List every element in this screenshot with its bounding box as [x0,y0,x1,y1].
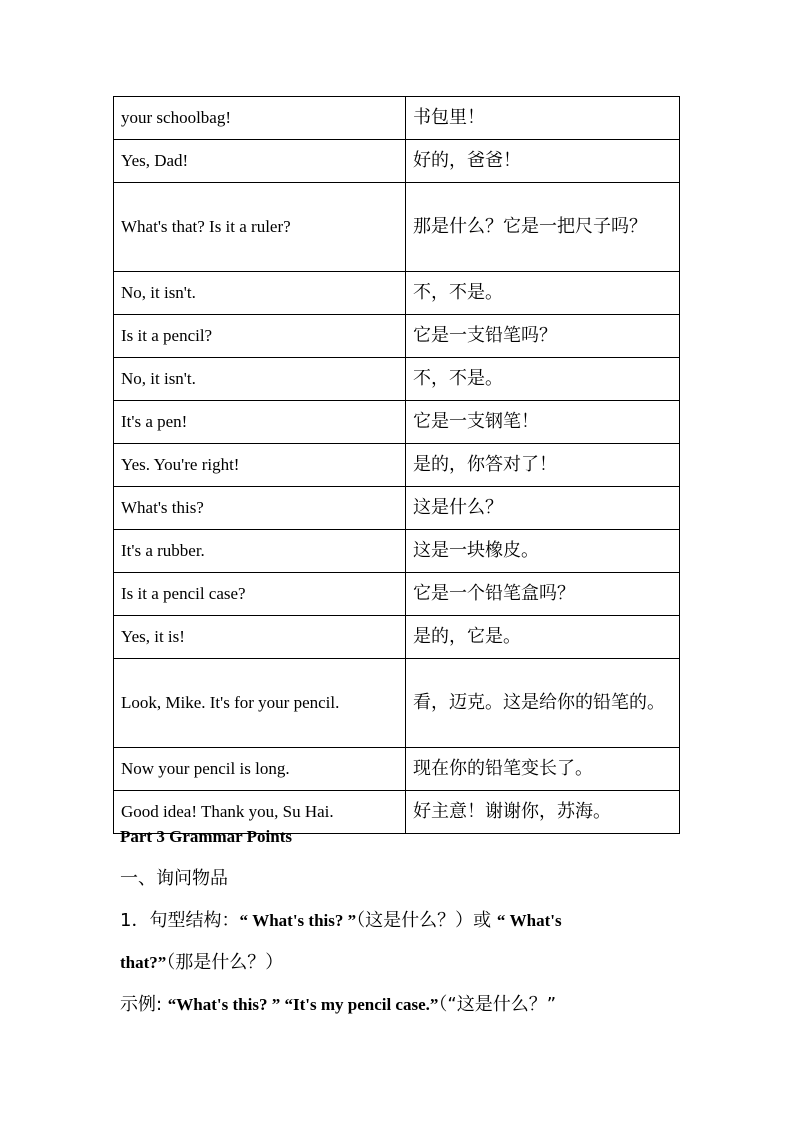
chinese-cell: 那是什么？它是一把尺子吗？ [406,183,680,272]
table-row [114,140,680,183]
table-row [114,444,680,487]
question-that-end: that?” [120,953,167,972]
english-cell: No, it isn't. [114,272,406,315]
chinese-cell: 这是一块橡皮。 [406,530,680,573]
chinese-cell: 它是一支钢笔！ [406,401,680,444]
english-cell: Look, Mike. It's for your pencil. [114,659,406,748]
chinese-cell: 好主意！谢谢你，苏海。 [406,791,680,834]
chinese-cell: 不，不是。 [406,358,680,401]
structure-continuation [120,942,720,984]
english-cell: It's a rubber. [114,530,406,573]
example-prefix: 示例: [120,994,168,1015]
question-that-translation: （那是什么？） [166,952,284,973]
english-cell: Yes, Dad! [114,140,406,183]
english-cell: No, it isn't. [114,358,406,401]
chinese-cell: 这是什么？ [406,487,680,530]
section-subtitle: 一、询问物品 [120,868,228,889]
table-row [114,659,680,748]
table-row [114,97,680,140]
chinese-cell: 不，不是。 [406,272,680,315]
english-cell: Is it a pencil case? [114,573,406,616]
table-row [114,315,680,358]
dialogue-table [113,96,680,834]
table-row [114,616,680,659]
example-line [120,984,720,1026]
table-row [114,183,680,272]
english-cell: What's this? [114,487,406,530]
english-cell: Yes, it is! [114,616,406,659]
chinese-cell: 书包里！ [406,97,680,140]
table-row [114,573,680,616]
question-that: “ What's [496,911,562,930]
structure-line [120,900,720,942]
item-prefix: 1．句型结构： [120,910,240,931]
question-this: “ What's this? ” [239,911,357,930]
chinese-cell: 现在你的铅笔变长了。 [406,748,680,791]
english-cell: It's a pen! [114,401,406,444]
chinese-cell: 是的，你答对了！ [406,444,680,487]
table-row [114,358,680,401]
english-cell: Good idea! Thank you, Su Hai. [114,791,406,834]
item-middle: （这是什么？）或 [356,910,497,931]
example-dialogue: “What's this? ” “It's my pencil case.” [167,995,439,1014]
chinese-cell: 它是一个铅笔盒吗？ [406,573,680,616]
grammar-notes [120,816,720,1026]
table-row [114,401,680,444]
section-title: Part 3 Grammar Points [120,827,293,846]
table-row [114,272,680,315]
english-cell: Is it a pencil? [114,315,406,358]
table-row [114,748,680,791]
chinese-cell: 好的，爸爸！ [406,140,680,183]
example-translation: （“这是什么？” [438,994,557,1015]
chinese-cell: 它是一支铅笔吗？ [406,315,680,358]
english-cell: What's that? Is it a ruler? [114,183,406,272]
chinese-cell: 是的，它是。 [406,616,680,659]
english-cell: Yes. You're right! [114,444,406,487]
table-row [114,530,680,573]
table-row [114,487,680,530]
chinese-cell: 看，迈克。这是给你的铅笔的。 [406,659,680,748]
english-cell: Now your pencil is long. [114,748,406,791]
english-cell: your schoolbag! [114,97,406,140]
